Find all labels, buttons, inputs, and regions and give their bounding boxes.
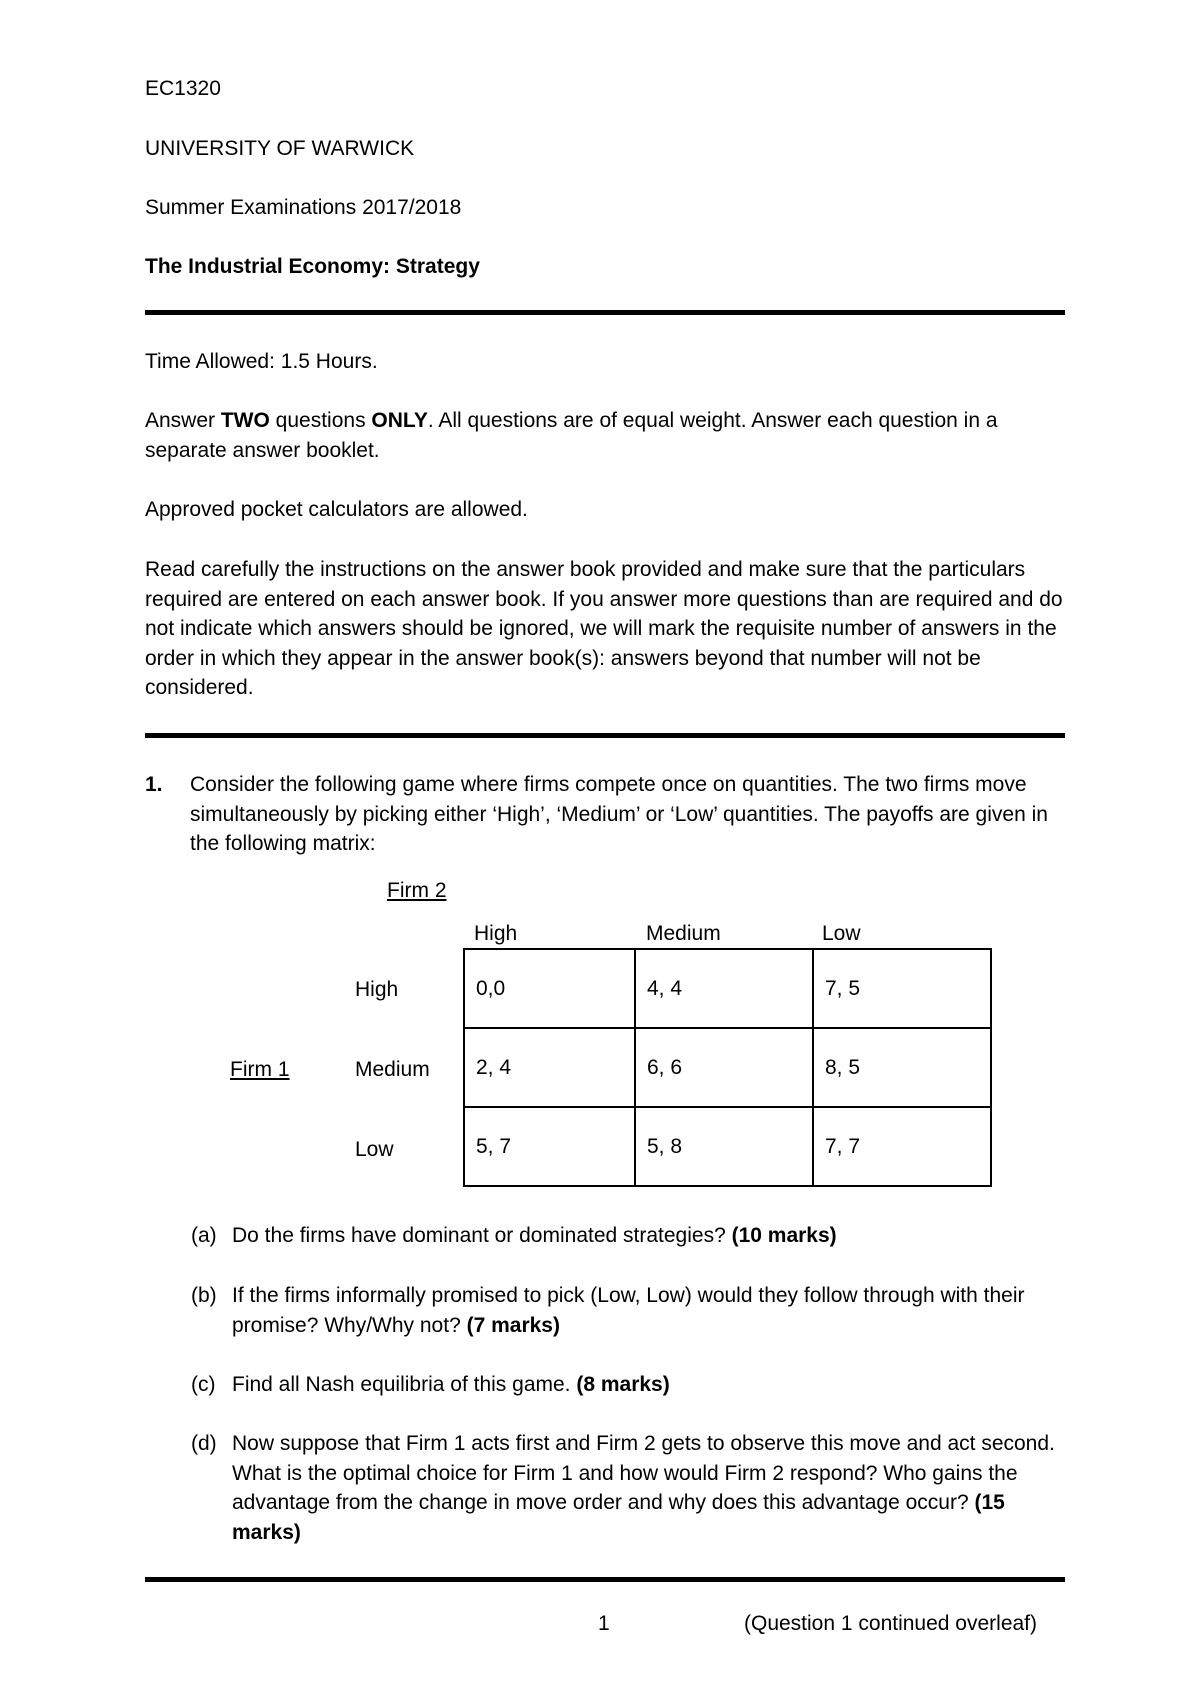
time-allowed: Time Allowed: 1.5 Hours. bbox=[145, 350, 378, 373]
col-header-low: Low bbox=[822, 922, 861, 945]
payoff-matrix bbox=[463, 948, 992, 1187]
cell-low-low: 7, 7 bbox=[813, 1107, 991, 1186]
part-a-text: Do the firms have dominant or dominated strategies? bbox=[232, 1224, 732, 1247]
university-name: UNIVERSITY OF WARWICK bbox=[145, 137, 415, 160]
matrix-row-medium bbox=[464, 1028, 991, 1107]
cell-high-low: 7, 5 bbox=[813, 949, 991, 1028]
row-header-medium: Medium bbox=[355, 1058, 430, 1081]
cell-medium-low: 8, 5 bbox=[813, 1028, 991, 1107]
part-d-text: Now suppose that Firm 1 acts first and Firm 2 gets to observe this move and act second. What is the optimal choice for Firm 1 and how would Firm 2 respond? Who gains the advantage from the change in move order and why does this advantage occur? bbox=[232, 1432, 1055, 1514]
part-a-marks: (10 marks) bbox=[731, 1224, 837, 1247]
part-b-label: (b) bbox=[191, 1284, 217, 1307]
part-c-marks: (8 marks) bbox=[576, 1373, 670, 1396]
top-divider bbox=[145, 310, 1065, 315]
exam-code: EC1320 bbox=[145, 77, 221, 100]
part-d-label: (d) bbox=[191, 1432, 217, 1455]
firm2-label: Firm 2 bbox=[387, 879, 447, 902]
cell-low-medium: 5, 8 bbox=[635, 1107, 813, 1186]
part-c-label: (c) bbox=[191, 1373, 216, 1396]
part-c-text: Find all Nash equilibria of this game. bbox=[232, 1373, 577, 1396]
row-header-low: Low bbox=[355, 1138, 394, 1161]
cell-high-high: 0,0 bbox=[464, 949, 635, 1028]
module-title: The Industrial Economy: Strategy bbox=[145, 255, 480, 278]
part-a-label: (a) bbox=[191, 1224, 217, 1247]
cell-medium-medium: 6, 6 bbox=[635, 1028, 813, 1107]
row-header-high: High bbox=[355, 978, 399, 1001]
part-b-marks: (7 marks) bbox=[466, 1313, 560, 1337]
continued-note: (Question 1 continued overleaf) bbox=[744, 1612, 1038, 1635]
firm1-label: Firm 1 bbox=[230, 1058, 290, 1081]
col-header-medium: Medium bbox=[646, 922, 721, 945]
bottom-divider bbox=[145, 1577, 1065, 1582]
matrix-row-low bbox=[464, 1107, 991, 1186]
matrix-row-high bbox=[464, 949, 991, 1028]
part-b-text: If the firms informally promised to pick (Low, Low) would they follow through with their promise? Why/Why not? bbox=[232, 1284, 1025, 1337]
cell-low-high: 5, 7 bbox=[464, 1107, 635, 1186]
page-number: 1 bbox=[598, 1612, 610, 1635]
calculators-note: Approved pocket calculators are allowed. bbox=[145, 498, 528, 521]
exam-session: Summer Examinations 2017/2018 bbox=[145, 196, 462, 219]
middle-divider bbox=[145, 733, 1065, 738]
cell-medium-high: 2, 4 bbox=[464, 1028, 635, 1107]
read-carefully-note: Read carefully the instructions on the answer book provided and make sure that the particulars required are entered on each answer book. If you answer more questions than are required and do not indicate which answers should be ignored, we will mark the requisite number of answers in the order in which they appear in the answer book(s): answers beyond that number will not be considered. bbox=[145, 558, 1063, 699]
question-intro: Consider the following game where firms compete once on quantities. The two firms move simultaneously by picking either ‘High’, ‘Medium’ or ‘Low’ quantities. The payoffs are given in the following matrix: bbox=[190, 773, 1048, 855]
part-d-marks: (15 marks) bbox=[232, 1491, 1005, 1544]
answer-instructions: Answer TWO questions ONLY. All questions are of equal weight. Answer each question in a separate answer booklet. bbox=[145, 409, 998, 462]
cell-high-medium: 4, 4 bbox=[635, 949, 813, 1028]
col-header-high: High bbox=[474, 922, 518, 945]
question-number: 1. bbox=[145, 773, 163, 796]
